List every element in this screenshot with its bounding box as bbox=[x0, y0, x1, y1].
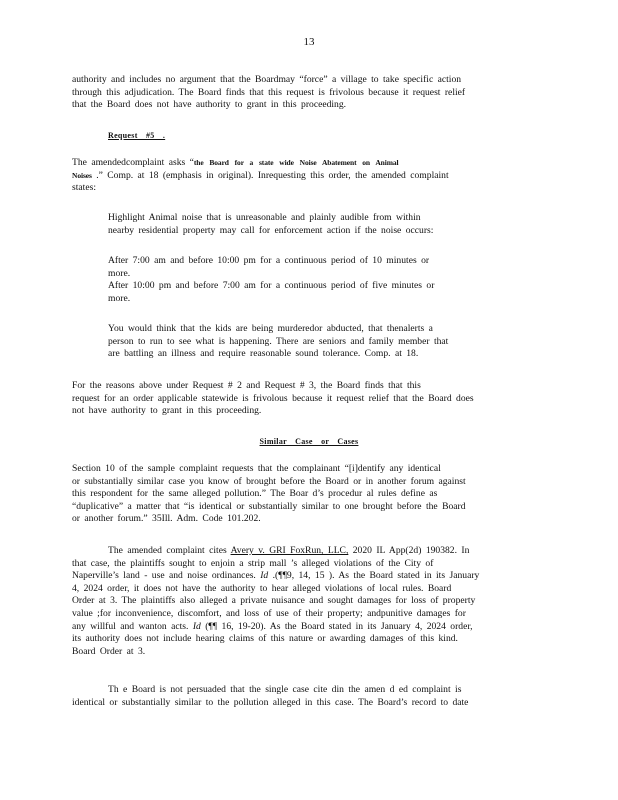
paragraph-section-10 bbox=[72, 463, 540, 526]
text-line: its authority does not include hearing claims of this nature or awarding damages of this kind. bbox=[72, 633, 458, 645]
text-line: For the reasons above under Request # 2 and Request # 3, the Board finds that this bbox=[72, 380, 421, 391]
text-run: any willful and wanton acts. bbox=[72, 620, 193, 632]
text-line: identical or substantially similar to the pollution alleged in this case. The Board’s record to date bbox=[72, 696, 469, 708]
text-line: more. bbox=[108, 292, 131, 304]
text-line: Section 10 of the sample complaint requests that the complainant “[i]dentify any identical bbox=[72, 463, 441, 474]
paragraph-avery-case bbox=[72, 545, 540, 658]
block-quote-2 bbox=[108, 255, 488, 305]
text-line: states: bbox=[72, 182, 96, 194]
text-line: “duplicative” a matter that “is identical or substantially similar to one brought before the Board bbox=[72, 500, 466, 512]
text-line bbox=[72, 170, 540, 183]
text-line: this respondent for the same alleged pollution.” The Boar d’s procedur al rules define as bbox=[72, 488, 438, 500]
page-number: 13 bbox=[303, 36, 315, 48]
heading-similar-cases: Similar Case or Cases bbox=[259, 437, 359, 446]
text-line: are battling an illness and require reasonable sound tolerance. Comp. at 18. bbox=[108, 348, 419, 360]
text-line: You would think that the kids are being murderedor abducted, that thenalerts a bbox=[108, 323, 433, 334]
text-line: more. bbox=[108, 267, 131, 279]
text-line: Th e Board is not persuaded that the single case cite din the amen d ed complaint is bbox=[108, 684, 462, 695]
text-line: that case, the plaintiffs sought to enjoin a strip mall ’s alleged violations of the City of bbox=[72, 557, 434, 569]
text-line: Order at 3. The plaintiffs also alleged a private nuisance and sought damages for loss of property bbox=[72, 595, 476, 607]
text-run: 2020 IL App(2d) 190382. In bbox=[348, 545, 470, 556]
text-line: After 7:00 am and before 10:00 pm for a continuous period of 10 minutes or bbox=[108, 255, 430, 266]
text-line bbox=[72, 570, 540, 583]
text-line bbox=[72, 545, 540, 558]
text-line: nearby residential property may call for enforcement action if the noise occurs: bbox=[108, 224, 434, 236]
text-line: not have authority to grant in this proceeding. bbox=[72, 405, 262, 417]
emphasized-text: Noises bbox=[72, 170, 92, 180]
text-line: After 10:00 pm and before 7:00 am for a continuous period of five minutes or bbox=[108, 280, 435, 292]
paragraph-board-not-persuaded bbox=[72, 684, 540, 709]
text-run: Naperville’s land - use and noise ordinances. bbox=[72, 570, 261, 582]
case-citation: Avery v. GRI FoxRun, LLC, bbox=[230, 545, 349, 556]
id-citation: Id bbox=[192, 620, 201, 632]
text-run: .(¶¶9, 14, 15 ). As the Board stated in its January bbox=[268, 570, 480, 582]
text-run: (¶¶ 16, 19-20). As the Board stated in its January 4, 2024 order, bbox=[200, 620, 473, 632]
paragraph-reasons bbox=[72, 380, 540, 418]
text-line: 4, 2024 order, it does not have the authority to hear alleged violations of local rules. Board bbox=[72, 582, 452, 594]
text-line: Highlight Animal noise that is unreasonable and plainly audible from within bbox=[108, 212, 421, 223]
block-quote-3 bbox=[108, 323, 488, 361]
text-line bbox=[72, 157, 540, 170]
text-line: authority and includes no argument that the Boardmay “force” a village to take specific action bbox=[72, 74, 462, 85]
text-run: The amended complaint cites bbox=[108, 545, 231, 556]
paragraph-authority bbox=[72, 74, 540, 112]
text-line bbox=[72, 621, 540, 634]
text-line: person to run to see what is happening. There are seniors and family member that bbox=[108, 335, 449, 347]
paragraph-request-5 bbox=[72, 157, 540, 195]
text-line: value ;for inconvenience, discomfort, and loss of use of their property; andpunitive damages for bbox=[72, 607, 466, 619]
text-line: Board Order at 3. bbox=[72, 645, 146, 657]
emphasized-text: the Board for a state wide Noise Abatement on Animal bbox=[193, 158, 399, 167]
id-citation: Id bbox=[260, 570, 269, 582]
heading-request-5: Request #5 . bbox=[108, 131, 166, 140]
text-run: The amendedcomplaint asks “ bbox=[72, 157, 194, 168]
text-line: request for an order applicable statewide is frivolous because it request relief that the Board does bbox=[72, 392, 474, 404]
text-line: or substantially similar case you know of brought before the Board or in another forum against bbox=[72, 475, 466, 487]
block-quote-1 bbox=[108, 212, 488, 237]
text-line: that the Board does not have authority to grant in this proceeding. bbox=[72, 99, 347, 111]
text-line: through this adjudication. The Board finds that this request is frivolous because it request relief bbox=[72, 86, 466, 98]
text-run: .” Comp. at 18 (emphasis in original). Inrequesting this order, the amended complaint bbox=[91, 169, 449, 181]
text-line: or another forum.” 35Ill. Adm. Code 101.202. bbox=[72, 513, 261, 525]
